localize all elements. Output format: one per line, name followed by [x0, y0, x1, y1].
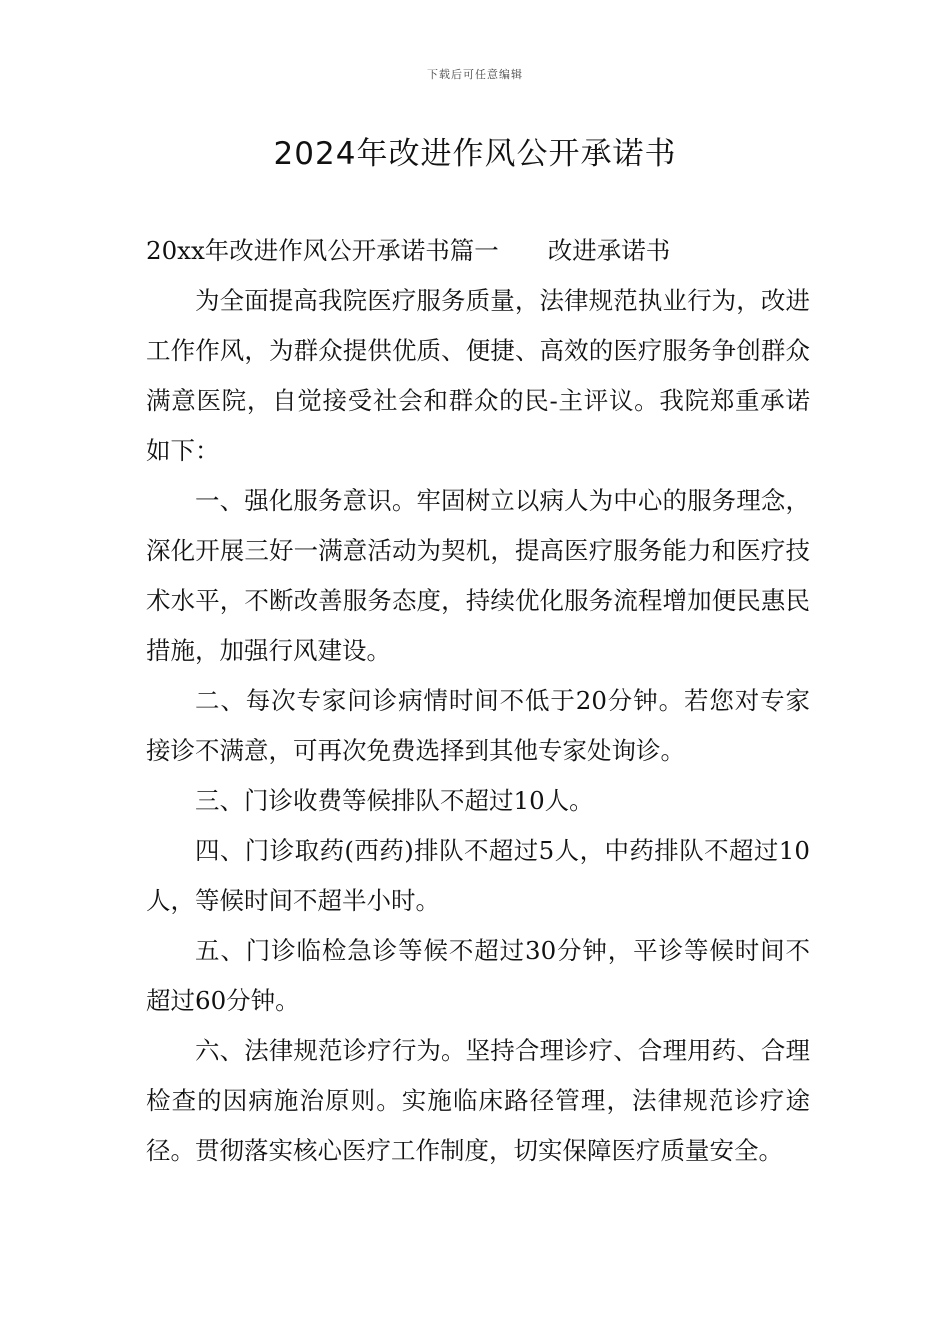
paragraph-item-6: 六、法律规范诊疗行为。坚持合理诊疗、合理用药、合理检查的因病施治原则。实施临床路径管理，法律规范诊疗途径。贯彻落实核心医疗工作制度，切实保障医疗质量安全。 — [146, 1036, 810, 1165]
paragraph-intro: 为全面提高我院医疗服务质量，法律规范执业行为，改进工作作风，为群众提供优质、便捷、高效的医疗服务争创群众满意医院，自觉接受社会和群众的民-主评议。我院郑重承诺如下： — [146, 286, 810, 465]
document-body — [146, 226, 810, 1176]
section-subheading: 20xx年改进作风公开承诺书篇一 改进承诺书 — [146, 236, 671, 265]
paragraph-item-5: 五、门诊临检急诊等候不超过30分钟，平诊等候时间不超过60分钟。 — [146, 936, 810, 1015]
header-note: 下载后可任意编辑 — [427, 68, 523, 81]
paragraph-item-1: 一、强化服务意识。牢固树立以病人为中心的服务理念，深化开展三好一满意活动为契机，提高医疗服务能力和医疗技术水平，不断改善服务态度，持续优化服务流程增加便民惠民措施，加强行风建设。 — [146, 486, 810, 665]
page-title: 2024年改进作风公开承诺书 — [273, 136, 677, 172]
paragraph-item-4: 四、门诊取药(西药)排队不超过5人，中药排队不超过10人，等候时间不超半小时。 — [146, 836, 810, 915]
paragraph-item-3: 三、门诊收费等候排队不超过10人。 — [195, 786, 594, 815]
paragraph-item-2: 二、每次专家问诊病情时间不低于20分钟。若您对专家接诊不满意，可再次免费选择到其他专家处询诊。 — [146, 686, 810, 765]
